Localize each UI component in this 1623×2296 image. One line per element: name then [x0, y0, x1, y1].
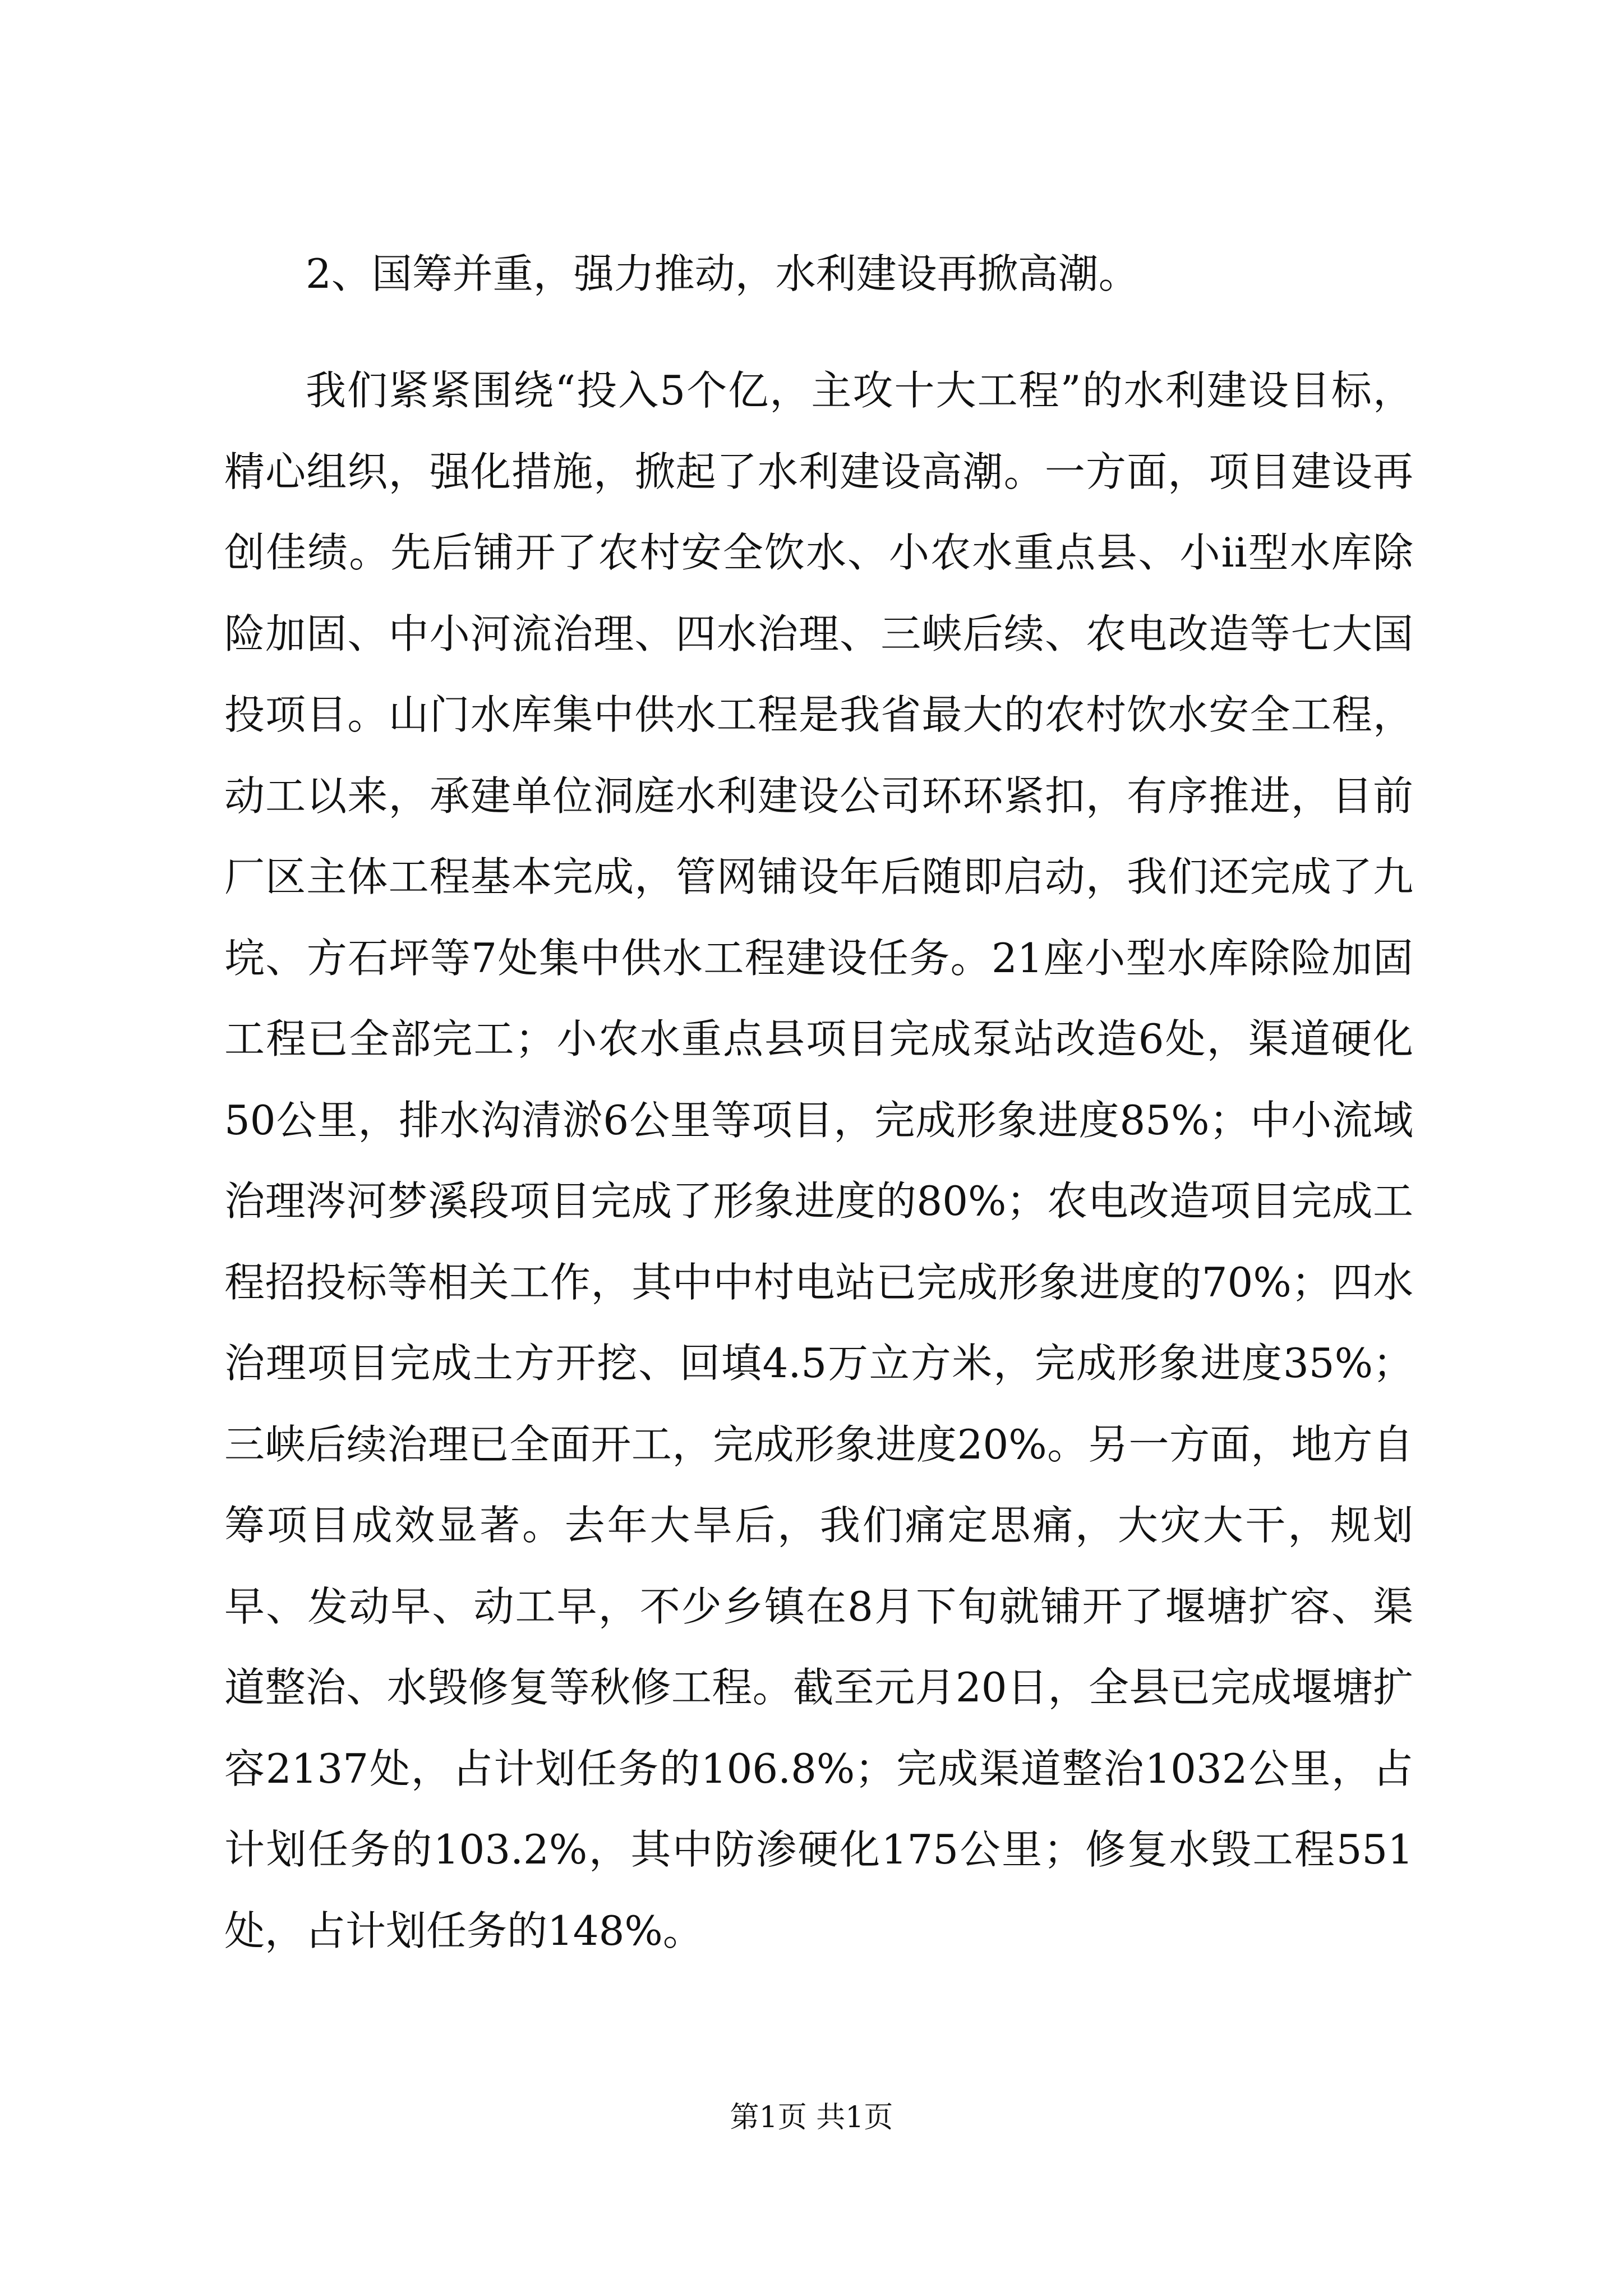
- section-heading: 2、国筹并重，强力推动，水利建设再掀高潮。: [306, 250, 1139, 297]
- body-paragraph: 我们紧紧围绕“投入5个亿，主攻十大工程”的水利建设目标，精心组织，强化措施，掀起了水利建设高潮。一方面，项目建设再创佳绩。先后铺开了农村安全饮水、小农水重点县、小ii型水库除险加固、中小河流治理、四水治理、三峡后续、农电改造等七大国投项目。山门水库集中供水工程是我省最大的农村饮水安全工程，动工以来，承建单位洞庭水利建设公司环环紧扣，有序推进，目前厂区主体工程基本完成，管网铺设年后随即启动，我们还完成了九垸、方石坪等7处集中供水工程建设任务。21座小型水库除险加固工程已全部完工；小农水重点县项目完成泵站改造6处，渠道硬化50公里，排水沟清淤6公里等项目，完成形象进度85%；中小流域治理涔河梦溪段项目完成了形象进度的80%；农电改造项目完成工程招投标等相关工作，其中中村电站已完成形象进度的70%；四水治理项目完成土方开挖、回填4.5万立方米，完成形象进度35%；三峡后续治理已全面开工，完成形象进度20%。另一方面，地方自筹项目成效显著。去年大旱后，我们痛定思痛，大灾大干，规划早、发动早、动工早，不少乡镇在8月下旬就铺开了堰塘扩容、渠道整治、水毁修复等秋修工程。截至元月20日，全县已完成堰塘扩容2137处，占计划任务的106.8%；完成渠道整治1032公里，占计划任务的103.2%，其中防渗硬化175公里；修复水毁工程551处，占计划任务的148%。: [224, 367, 1413, 1954]
- page-footer: 第1页 共1页: [730, 2101, 893, 2134]
